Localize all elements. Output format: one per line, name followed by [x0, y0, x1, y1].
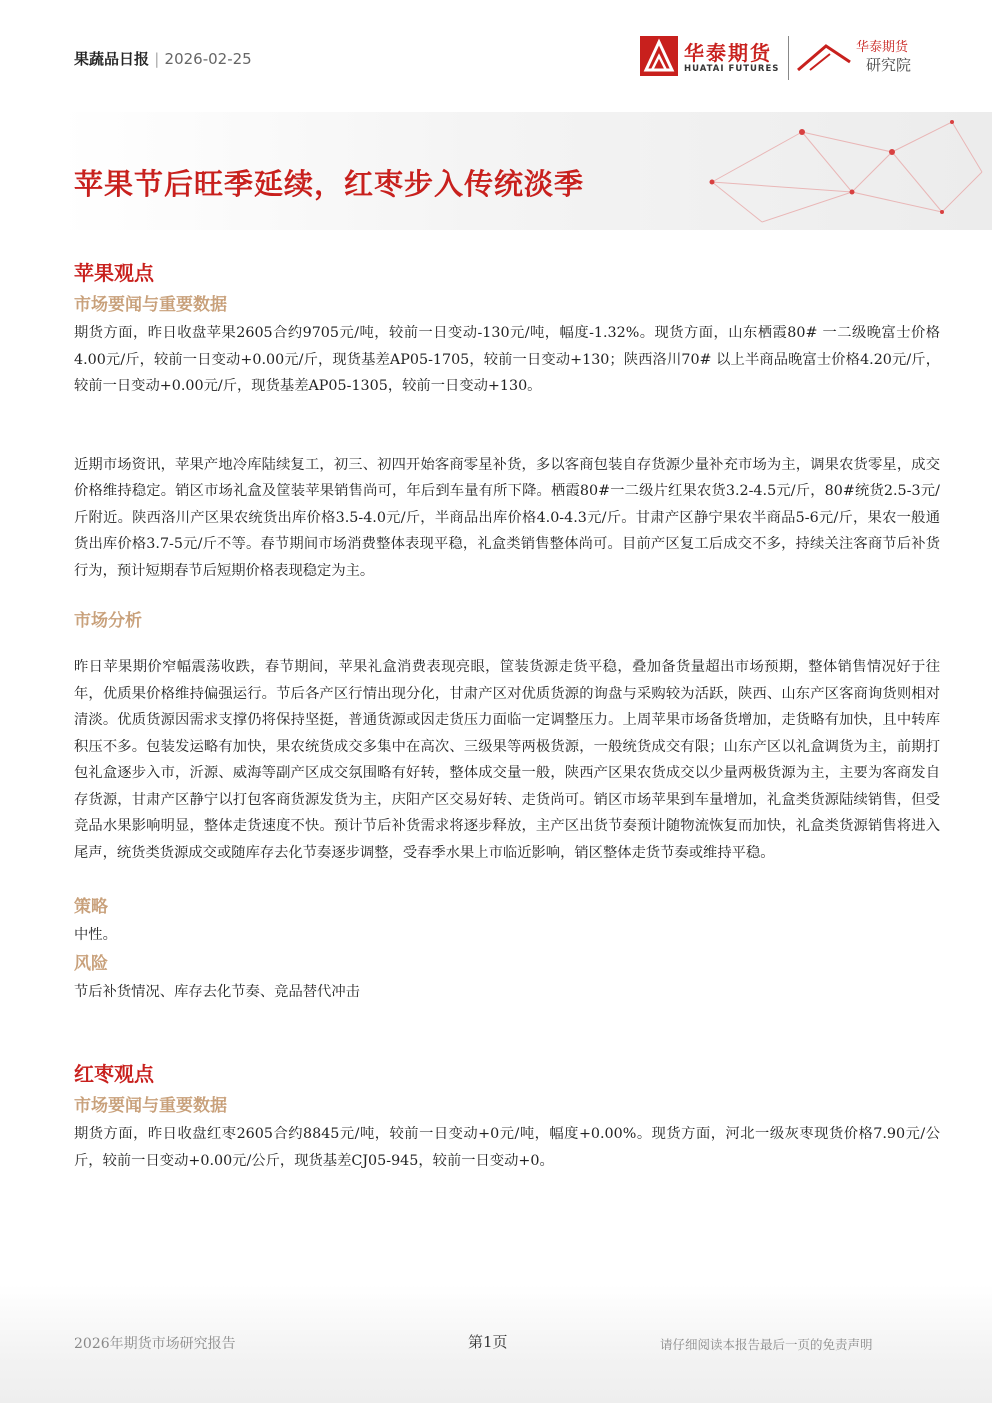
apple-strategy-heading: 策略 [74, 897, 108, 917]
apple-analysis-paragraph: 昨日苹果期价窄幅震荡收跌，春节期间，苹果礼盒消费表现亮眼，筐装货源走货平稳，叠加备货量超出市场预期，整体销售情况好于往年，优质果价格维持偏强运行。节后各产区行情出现分化，甘肃产区对优质货源的询盘与采购较为活跃，陕西、山东产区客商询货则相对清淡。优质货源因需求支撑仍将保持坚挺，普通货源或因走货压力面临一定调整压力。上周苹果市场备货增加，走货略有加快，且中转库积压不多。包装发运略有加快，果农统货成交多集中在高次、三级果等两极货源，一般统货成交有限；山东产区以礼盒调货为主，前期打包礼盒逐步入市，沂源、威海等副产区成交氛围略有好转，整体成交量一般，陕西产区果农货成交以少量两极货源为主，主要为客商发自存货源，甘肃产区静宁以打包客商货源发货为主，庆阳产区交易好转、走货尚可。销区市场苹果到车量增加，礼盒类货源陆续销售，但受竞品水果影响明显，整体走货速度不快。预计节后补货需求将逐步释放，主产区出货节奏预计随物流恢复而加快，礼盒类货源销售将进入尾声，统货类货源成交或随库存去化节奏逐步调整，受春季水果上市临近影响，销区整体走货节奏或维持平稳。 [74, 659, 940, 861]
report-header [0, 0, 992, 230]
report-type: 果蔬品日报 [74, 50, 150, 68]
report-type-line [74, 48, 252, 69]
page-number: 第1页 [468, 1333, 508, 1351]
jujube-news-paragraph-1: 期货方面，昨日收盘红枣2605合约8845元/吨，较前一日变动+0元/吨，幅度+0.00%。现货方面，河北一级灰枣现货价格7.90元/公斤，较前一日变动+0.00元/公斤，现货基差CJ05-945，较前一日变动+0。 [74, 1126, 940, 1169]
page-footer [0, 1285, 992, 1403]
apple-analysis-heading: 市场分析 [74, 611, 142, 631]
apple-risk-text: 节后补货情况、库存去化节奏、竞品替代冲击 [74, 983, 360, 1000]
jujube-section [74, 1059, 940, 1174]
apple-section [74, 258, 940, 1005]
footer-report-name: 2026年期货市场研究报告 [74, 1336, 236, 1352]
header-separator: | [154, 50, 160, 68]
report-body [74, 258, 940, 1174]
jujube-news-heading: 市场要闻与重要数据 [74, 1096, 227, 1116]
apple-strategy-text: 中性。 [74, 927, 117, 943]
institute-name-line2: 研究院 [866, 56, 912, 74]
brand-logo [640, 34, 940, 84]
institute-logo-icon [796, 40, 852, 76]
jujube-heading: 红枣观点 [74, 1062, 154, 1086]
logo-cn: 华泰期货 [684, 41, 772, 65]
institute-name-line1: 华泰期货 [856, 40, 909, 55]
apple-risk-heading: 风险 [74, 953, 108, 974]
footer-disclaimer-note: 请仔细阅读本报告最后一页的免责声明 [660, 1337, 873, 1352]
apple-heading: 苹果观点 [74, 261, 154, 285]
report-date: 2026-02-25 [164, 50, 252, 68]
logo-divider [788, 36, 789, 80]
apple-news-paragraph-2: 近期市场资讯，苹果产地冷库陆续复工，初三、初四开始客商零星补货，多以客商包装自存货源少量补充市场为主，调果农货零星，成交价格维持稳定。销区市场礼盒及筐装苹果销售尚可，年后到车量有所下降。栖霞80#一二级片红果农货3.2-4.5元/斤，80#统货2.5-3元/斤附近。陕西洛川产区果农统货出库价格3.5-4.0元/斤，半商品出库价格4.0-4.3元/斤。甘肃产区静宁果农半商品5-6元/斤，果农一般通货出库价格3.7-5元/斤不等。春节期间市场消费整体表现平稳，礼盒类销售整体尚可。目前产区复工后成交不多，持续关注客商节后补货行为，预计短期春节后短期价格表现稳定为主。 [74, 456, 940, 579]
apple-news-heading: 市场要闻与重要数据 [74, 295, 227, 315]
logo-en: HUATAI FUTURES [684, 64, 780, 74]
network-decoration-icon [652, 112, 992, 230]
page-title: 苹果节后旺季延续，红枣步入传统淡季 [74, 167, 585, 201]
apple-news-paragraph-1: 期货方面，昨日收盘苹果2605合约9705元/吨，较前一日变动-130元/吨，幅度-1.32%。现货方面，山东栖霞80# 一二级晚富士价格4.00元/斤，较前一日变动+0.00元/斤，现货基差AP05-1705，较前一日变动+130；陕西洛川70# 以上半商品晚富士价格4.20元/斤，较前一日变动+0.00元/斤，现货基差AP05-1305，较前一日变动+130。 [74, 325, 940, 394]
huatai-logo-icon [640, 36, 678, 76]
